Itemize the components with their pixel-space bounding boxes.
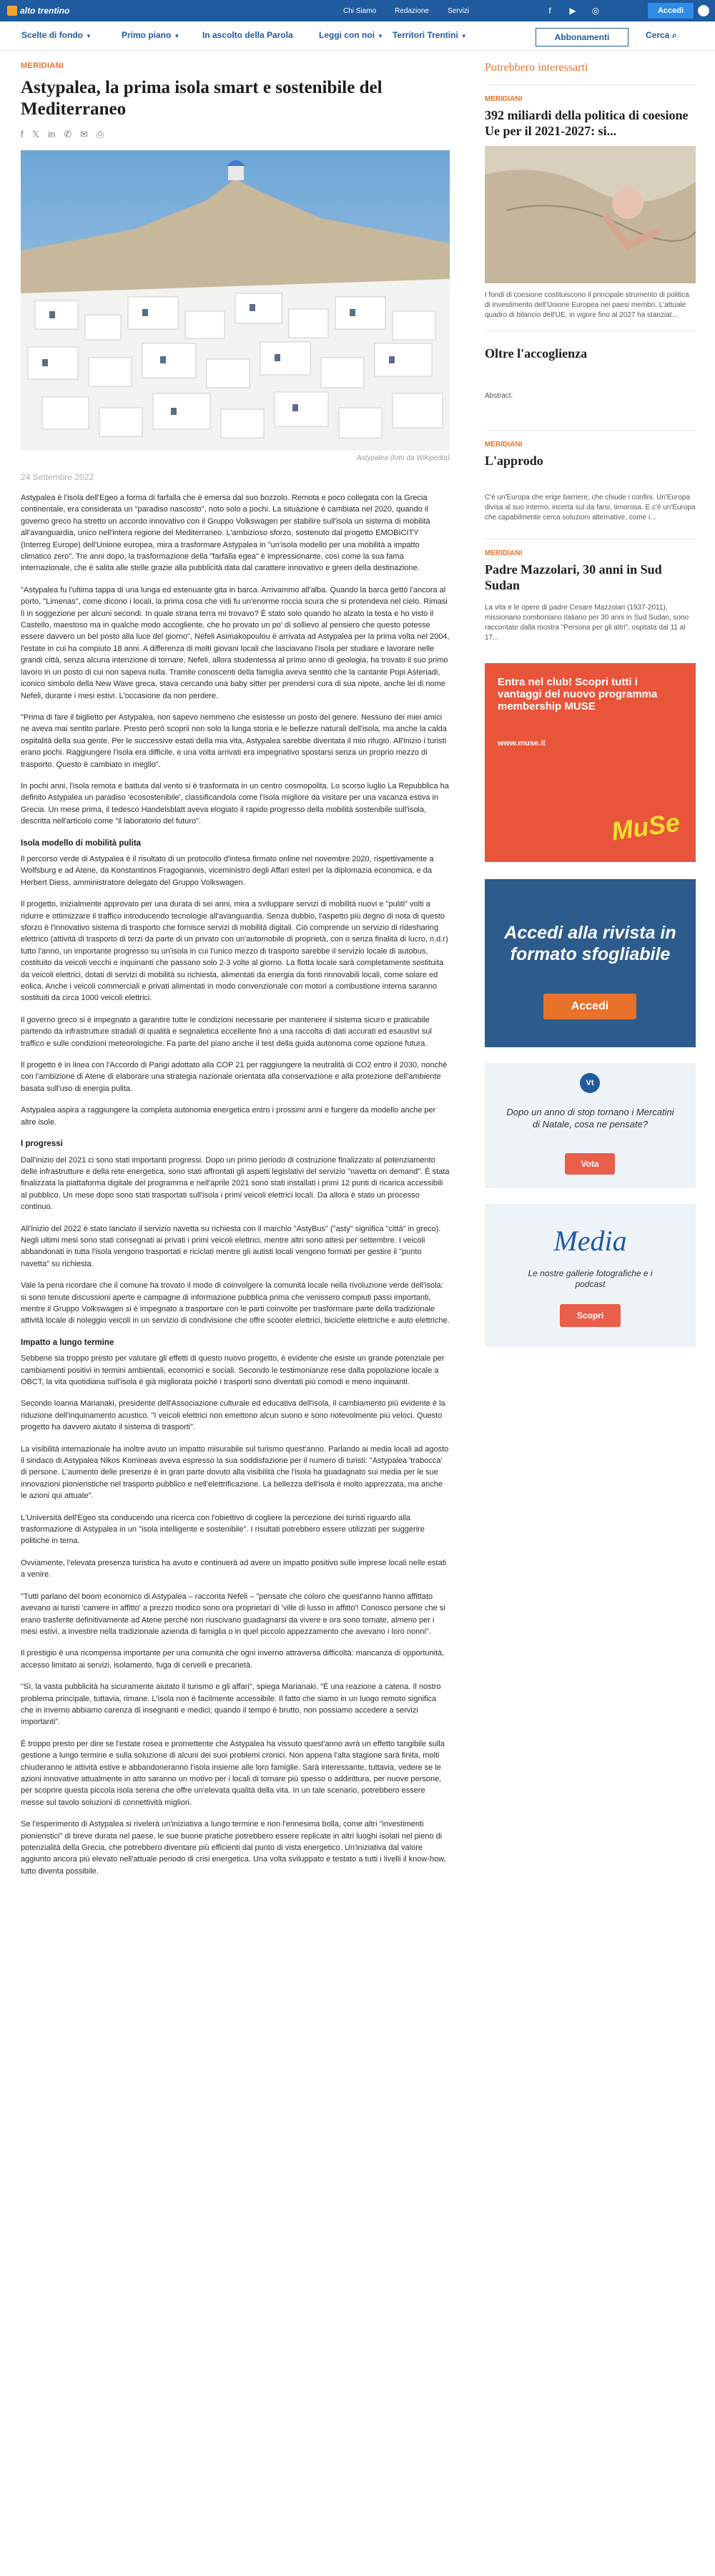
paragraph: Secondo Ioanna Marianaki, presidente dell'Associazione culturale ed educativa dell'isola, il cambiamento più evidente è la riduzione dell'inquinamento acustico. "I veicoli elettrici non emettono alcun suono e sono notevolmente più veloci. Questo progetto ha davvero aiutato il sistema di trasporti". <box>21 1399 445 1432</box>
paragraph: Sebbene sia troppo presto per valutare gli effetti di questo nuovo progetto, è evidente che esiste un grande potenziale per cambiamenti positivi in termini ambientali, economici e sociali. Secondo le testimonianze rese dalla popolazione locale a OBCT, la vita quotidiana sull'isola è già migliorata poiché i trasporti sono diventati più comodi e meno inquinanti. <box>21 1354 445 1386</box>
user-icon[interactable] <box>698 5 709 16</box>
facebook-icon[interactable]: f <box>548 6 551 16</box>
media-title: Media <box>553 1225 627 1257</box>
paragraph: Se l'esperimento di Astypalea si rivelerà un'iniziativa a lungo termine e non l'ennesima bolla, come altri "investimenti pionieristici" di breve durata nel paese, le sue buone pratiche potrebbero essere replicate in altri luoghi isolati nel pieno di potenzialità della Grecia, che potrebbero diventare più efficienti dal punto di vista energetico. Un'iniziativa dal valore aggiunto ancora più elevato nell'attuale periodo di crisi energetica. Una volta sviluppato e testato a tutti i livelli il know-how, tutto diventa possibile. <box>21 1820 446 1876</box>
nav-in-ascolto[interactable] <box>202 30 293 40</box>
related-card[interactable] <box>485 84 696 320</box>
paragraph: Dall'inizio del 2021 ci sono stati importanti progressi. Dopo un primo periodo di costruzione finalizzato al potenziamento delle infrastrutture e della rete energetica, sono stati affrontati gli aspetti legislativi del servizio "navetta on demand". È stata finalizzata la piattaforma digitale del programma e nell'aprile 2021 sono stati installati i primi 12 punti di ricarica accessibili al pubblico. Un mese dopo sono stati trasportati sull'isola i primi veicoli elettrici locali. Da allora è stato un processo continuo. <box>21 1155 450 1212</box>
article-category[interactable]: MERIDIANI <box>21 62 64 70</box>
related-card[interactable] <box>485 330 696 401</box>
paragraph: Il governo greco si è impegnato a garantire tutte le condizioni necessarie per mantenere il sistema sicuro e praticabile partendo da infrastrutture stradali di qualità e segnaletica eccellente fino a una raccolta di dati accurati ed esaustivi sul traffico e sulle condizioni meteorologiche. Fa parte del piano anche il test della guida autonoma come opzione futura. <box>21 1015 432 1048</box>
poll-question: Dopo un anno di stop tornano i Mercatini di Natale, cosa ne pensate? <box>506 1107 674 1130</box>
card-category: MERIDIANI <box>485 441 523 449</box>
paragraph: "Sì, la vasta pubblicità ha sicuramente aiutato il turismo e gli affari", spiega Marianaki. "È una reazione a catena. Il nostro problema principale, tuttavia, rimane. L'isola non è facilmente accessibile. Il fatto che siamo in un luogo remoto significa che in inverno abbiamo carenza di insegnanti e medici; quando il tempo è brutto, non possiamo accedere a servizi importanti". <box>21 1683 441 1727</box>
card-excerpt: C'è un'Europa che erige barriere, che chiude i confini. Un'Europa divisa al suo interno, incerta sul da farsi, timorosa. E c'è un'Europa che capabilmente cerca soluzioni alternative, come i... <box>485 494 696 521</box>
facebook-share-icon[interactable]: f <box>21 129 24 139</box>
instagram-icon[interactable]: ◎ <box>591 6 600 16</box>
island-town-illustration <box>21 150 450 451</box>
card-category: MERIDIANI <box>485 549 523 557</box>
chevron-down-icon: ▼ <box>86 33 92 39</box>
section-heading: I progressi <box>21 1140 63 1149</box>
main-nav <box>0 21 715 51</box>
whatsapp-share-icon[interactable]: ✆ <box>64 129 72 139</box>
vote-button[interactable]: Vota <box>565 1153 615 1175</box>
card-excerpt: La vita e le opere di padre Cesare Mazzolari (1937-2011), missionario comboniano italiano per 30 anni in Sud Sudan, sono raccontate dalla mostra "Persona per gli altri", ospitata dal 11 al 17... <box>485 604 689 642</box>
article-title: Astypalea, la prima isola smart e sostenibile del Mediterraneo <box>21 78 383 119</box>
nav-leggi-con-noi[interactable] <box>319 30 383 40</box>
logo-icon <box>7 6 17 16</box>
youtube-icon[interactable]: ▶ <box>569 6 576 16</box>
top-nav-chi-siamo[interactable]: Chi Siamo <box>343 6 377 15</box>
digital-edition-text: Accedi alla rivista in formato sfogliabile <box>504 923 676 964</box>
site-logo[interactable] <box>7 6 69 16</box>
discover-button[interactable]: Scopri <box>560 1304 621 1327</box>
nav-territori-trentini[interactable] <box>393 30 467 40</box>
chevron-down-icon: ▼ <box>174 33 180 39</box>
related-card[interactable] <box>485 430 696 523</box>
related-heading: Potrebbero interessarti <box>485 62 588 74</box>
article-date: 24 Settembre 2022 <box>21 472 94 482</box>
muse-banner[interactable] <box>485 663 696 862</box>
poll-box <box>485 1063 696 1188</box>
search-icon: ⌕ <box>671 30 677 40</box>
paragraph: In pochi anni, l'isola remota e battuta dal vento si è trasformata in un centro cosmopolita. Lo scorso luglio La Repubblica ha definito Astypalea un paradiso 'ecosostenibile', classificandola come l'isola migliore da visitare per una vacanza estiva in Grecia. Un mese prima, il tedesco Handelsblatt aveva elogiato il rapido progresso della mobilità sostenibile sull'isola, descritta nell'articolo come "il laboratorio del futuro". <box>21 781 449 826</box>
card-excerpt: I fondi di coesione costituiscono il principale strumento di politica di investimento dell'Unione Europea nei paesi membri. L'attuale quadro di bilancio dell'UE, in vigore fino al 2027 ha stanziat... <box>485 291 689 319</box>
section-heading: Impatto a lungo termine <box>21 1338 114 1347</box>
top-nav-servizi[interactable]: Servizi <box>447 6 469 15</box>
nav-primo-piano[interactable] <box>122 30 179 40</box>
paragraph: È troppo presto per dire se l'estate rosea e promettente che Astypalea ha vissuto quest'anno avrà un effetto tangibile sulla gestione a lungo termine e sulla soluzione di alcuni dei suoi problemi cronici. Non appena l'alta stagione sarà finita, molti chiuderanno le attività estive e abbandoneranno l'isola insieme alle loro famiglie. Sarà interessante, tuttavia, vedere se le azioni innovative attualmente in atto saranno un motivo per i locali di tornare più spesso o addirittura, per nuove persone, per scoprire questa piccola isola serena che offre un'elevata qualità della vita. In un tale scenario, potrebbero essere messe sul tavolo soluzioni di connettività migliori. <box>21 1739 445 1807</box>
media-box <box>485 1204 696 1347</box>
card-title[interactable]: Oltre l'accoglienza <box>485 346 588 361</box>
paragraph: "Prima di fare il biglietto per Astypalea, non sapevo nemmeno che esistesse un posto del genere. Nessuno dei miei amici ne aveva mai sentito parlare. Presto però scoprii non solo la lunga storia e le bellezze naturali dell'isola, ma anche la calda ospitalità della sua gente. Per le successive estati della mia vita, Astypalea sarebbe diventata il mio rifugio. All'inizio i turisti erano pochi. Raggiungere l'isola era difficile, e una volta arrivati era impegnativo spostarsi senza un proprio mezzo di trasporto. Questo è cambiato in meglio". <box>21 712 447 769</box>
top-nav-redazione[interactable]: Redazione <box>395 6 429 15</box>
paragraph: "Astypalea fu l'ultima tappa di una lunga ed estenuante gita in barca. Arrivammo all'alba. Quando la barca gettò l'ancora al porto, "Limenas", come dicono i locali, la prima cosa che vidi fu un'enorme roccia scura che si protendeva nel cielo. Rimasi lì in soggezione per alcuni secondi. In quale strana terra mi trovavo? È stato solo quando ho alzato la testa e ho visto il Castello, maestoso ma in qualche modo accogliente, che ho provato un po' di sollievo al pensiero che questo potesse essere davvero un bel posto alla luce del giorno", Nefeli Asimakopoulou è arrivata ad Astypalea per la prima volta nel 2004, l'estate in cui ha compiuto 18 anni. A differenza di molti giovani locali che lasciavano l'isola per studiare e lavorare nelle grandi città, senza alcuna intenzione di tornare, Nefeli, allora studentessa al primo anno di geologia, ha trovato il suo primo lavoro in un posto di cui non sapeva nulla. Tramite conoscenti della famiglia aveva sentito che la cantante Popi Asteriadi, iconico simbolo della New Wave greca, stava cercando una baby sitter per prendersi cura di sua nipote, anche lei di nome Nefeli, durante i mesi estivi. L'occasione da non perdere. <box>21 585 450 700</box>
paragraph: Il percorso verde di Astypalea è il risultato di un protocollo d'intesa firmato online nel novembre 2020, rispettivamente a Wolfsburg e ad Atene, da Konstantinos Fragogiannis, viceministro degli Affari esteri per la diplomazia economica, e da Herbert Diess, amministratore delegato del Gruppo Volkswagen. <box>21 854 434 887</box>
paragraph: L'Università dell'Egeo sta conducendo una ricerca con l'obiettivo di cogliere la percezione dei turisti riguardo alla trasformazione di Astypalea in un "isola intelligente e sostenibile". I risultati potrebbero essere utilizzati per suggerire politiche in tema. <box>21 1513 425 1546</box>
paragraph: All'inizio del 2022 è stato lanciato il servizio navetta su richiesta con il marchio "AstyBus" ("asty" significa "città" in greco). Negli ultimi mesi sono stati consegnati ai privati i primi veicoli elettrici, mentre altri sono attesi per settembre. I veicoli abbandonati in tutta l'isola vengono trasportati e riciclati mentre gli autisti locali vengono formati per gestire il "punto navetta" su richiesta. <box>21 1224 441 1268</box>
section-heading: Isola modello di mobilità pulita <box>21 838 142 848</box>
card-title[interactable]: 392 miliardi della politica di coesione Ue per il 2021-2027: si... <box>485 108 689 138</box>
card-category: MERIDIANI <box>485 95 523 103</box>
share-bar <box>21 129 450 140</box>
twitter-share-icon[interactable]: 𝕏 <box>31 129 40 139</box>
muse-url: www.muse.it <box>498 739 546 748</box>
sidebar <box>485 62 696 1347</box>
poll-badge-icon: Vt <box>580 1073 600 1093</box>
paragraph: La visibilità internazionale ha inoltre avuto un impatto misurabile sul turismo quest'anno. Parlando ai media locali ad agosto il sindaco di Astypalea Nikos Komineas aveva espresso la sua soddisfazione per il numero di turisti: "Astypalea 'trabocca' di persone. L'aumento delle presenze è in gran parte dovuto alla visibilità che l'isola ha guadagnato sui media per le sue innovazioni pionieristiche nel trasporto pubblico e nell'elettrificazione. La bellezza dell'isola è molto apprezzata, ma anche le azioni qui attuate". <box>21 1444 449 1501</box>
logo-text: alto trentino <box>20 6 70 16</box>
paragraph: Astypalea è l'isola dell'Egeo a forma di farfalla che è emersa dal suo bozzolo. Remota e poco collegata con la Grecia continentale, era considerata un "paradiso nascosto", noto solo a pochi. La situazione è cambiata nel 2020, quando il governo greco ha stretto un accordo innovativo con il Gruppo Volkswagen per stabilire sull'isola un sistema di mobilità all'avanguardia, unico nell'intera regione del Mediterraneo. L'ambizioso sforzo, sostenuto dal progetto EMOBICITY (Interreg Europe) dell'Unione europea, mira a trasformare Astypalea in "un'isola modello per una mobilità a impatto climatico zero". Tre anni dopo, la trasformazione della "farfalla egea" è impressionante, così come la sua fama internazionale, che è salita alle stelle grazie alla pubblicità data dal carattere innovativo e green della destinazione. <box>21 494 430 573</box>
nav-label: Primo piano <box>122 30 172 40</box>
related-card[interactable] <box>485 539 696 643</box>
muse-logo: MuSe <box>609 807 682 846</box>
nav-label: In ascolto della Parola <box>202 30 293 40</box>
paragraph: Ovviamente, l'elevata presenza turistica ha avuto e continuerà ad avere un impatto positivo sulle imprese locali nelle estati a venire. <box>21 1558 447 1580</box>
nav-label: Territori Trentini <box>393 30 458 40</box>
linkedin-share-icon[interactable]: in <box>48 129 56 139</box>
digital-edition-banner <box>485 879 696 1047</box>
card-thumbnail[interactable] <box>485 146 696 283</box>
social-links <box>545 0 601 21</box>
paragraph: "Tutti parlano del boom economico di Astypalea – racconta Nefeli – "pensate che coloro che quest'anno hanno affittato avevano ai turisti 'camere in affitto' a prezzo modico sono ora proprietari di 'ville di lusso in affitto'! Conosco persone che si erano trasferite definitivamente ad Atene perché non riuscivano guadagnarsi da vivere e ora sono tornate, almeno per i mesi estivi, a investire nella tradizionale azienda di famiglia o in quel piccolo appezzamento che avevano i loro nonni". <box>21 1592 445 1636</box>
top-nav <box>343 0 469 21</box>
map-thumbnail-image <box>485 146 696 283</box>
login-button[interactable]: Accedi <box>648 3 694 19</box>
digital-edition-login-button[interactable]: Accedi <box>543 994 636 1019</box>
nav-label: Scelte di fondo <box>21 30 84 40</box>
chevron-down-icon: ▼ <box>378 33 383 39</box>
nav-label: Leggi con noi <box>319 30 375 40</box>
print-icon[interactable]: ⎙ <box>97 129 104 139</box>
muse-banner-text: Entra nel club! Scopri tutti i vantaggi del nuovo programma membership MUSE <box>498 676 658 712</box>
paragraph: Il progetto, inizialmente approvato per una durata di sei anni, mira a sviluppare servizi di mobilità nuovi e "puliti" volti a ridurre e ottimizzare il traffico introducendo tecnologie all'avanguardia. Senza dubbio, l'aspetto più degno di nota di questo sforzo è l'innovativo sistema di trasporto che fornisce servizi di mobilità digitali. Ciò comprende un servizio di ridesharing elettrico (attività di trasporto di terzi da parte di un privato con un'automobile di proprietà, con o senza finalità di lucro, n.d.r) tutto l'anno, un importante progresso su un'isola in cui l'unico mezzo di trasporto sarebbe il servizio locale di autobus, costituito da veicoli vecchi e inquinanti che passano solo 2-3 volte al giorno. La flotta locale sarà completamente sostituita da veicoli elettrici, dotati di servizi di mobilità su richiesta, alimentati da energia da fonti rinnovabili locali, come solare ed eolica. Anche i veicoli commerciali e privati alimentati in modo convenzionale con motori a combustione interna saranno sostituiti da circa 1000 veicoli elettrici. <box>21 900 448 1003</box>
article-hero-image <box>21 150 450 451</box>
subscriptions-button[interactable]: Abbonamenti <box>536 28 628 46</box>
search-label: Cerca <box>646 30 670 40</box>
paragraph: Vale la pena ricordare che il comune ha trovato il modo di coinvolgere la comunità locale nella rivoluzione verde dell'isola: si sono tenute discussioni aperte e campagne di informazione pubblica prima che venissero compiuti passi importanti, mentre il Gruppo Volkswagen si è impegnato a trasportare con le parti coinvolte per trasformare parte della tradizionale attività locale di noleggio veicoli in un servizio di condivisione che offre scooter elettrici, biciclette elettriche e auto elettriche. <box>21 1281 450 1326</box>
article <box>21 62 450 1887</box>
article-body <box>21 492 450 1877</box>
media-subtitle: Le nostre gallerie fotografiche e i podcast <box>528 1268 653 1289</box>
top-bar <box>0 0 715 21</box>
paragraph: Astypalea aspira a raggiungere la completa autonomia energetica entro i prossimi anni e fungere da modello anche per altre isole. <box>21 1106 436 1127</box>
card-excerpt: Abstract. <box>485 392 513 400</box>
nav-scelte-di-fondo[interactable] <box>21 30 92 40</box>
image-credit: Astypalea (foto da Wikipedia) <box>357 454 450 462</box>
email-share-icon[interactable]: ✉ <box>80 129 89 139</box>
chevron-down-icon: ▼ <box>460 33 467 39</box>
search-button[interactable] <box>646 30 676 41</box>
card-title[interactable]: L'approdo <box>485 454 543 468</box>
card-title[interactable]: Padre Mazzolari, 30 anni in Sud Sudan <box>485 562 662 592</box>
paragraph: Il prestigio è una ricompensa importante per una comunità che ogni inverno attraversa difficoltà: mancanza di opportunità, accesso limitato ai servizi, isolamento, fuga di cervelli e precarietà. <box>21 1649 445 1670</box>
paragraph: Il progetto è in linea con l'Accordo di Parigi adottato alla COP 21 per raggiungere la neutralità di CO2 entro il 2030, nonché con l'ambizione di Atene di elaborare una strategia nazionale orientata alla conservazione e alla protezione dell'ambiente basata sull'uso di energia pulita. <box>21 1061 448 1093</box>
